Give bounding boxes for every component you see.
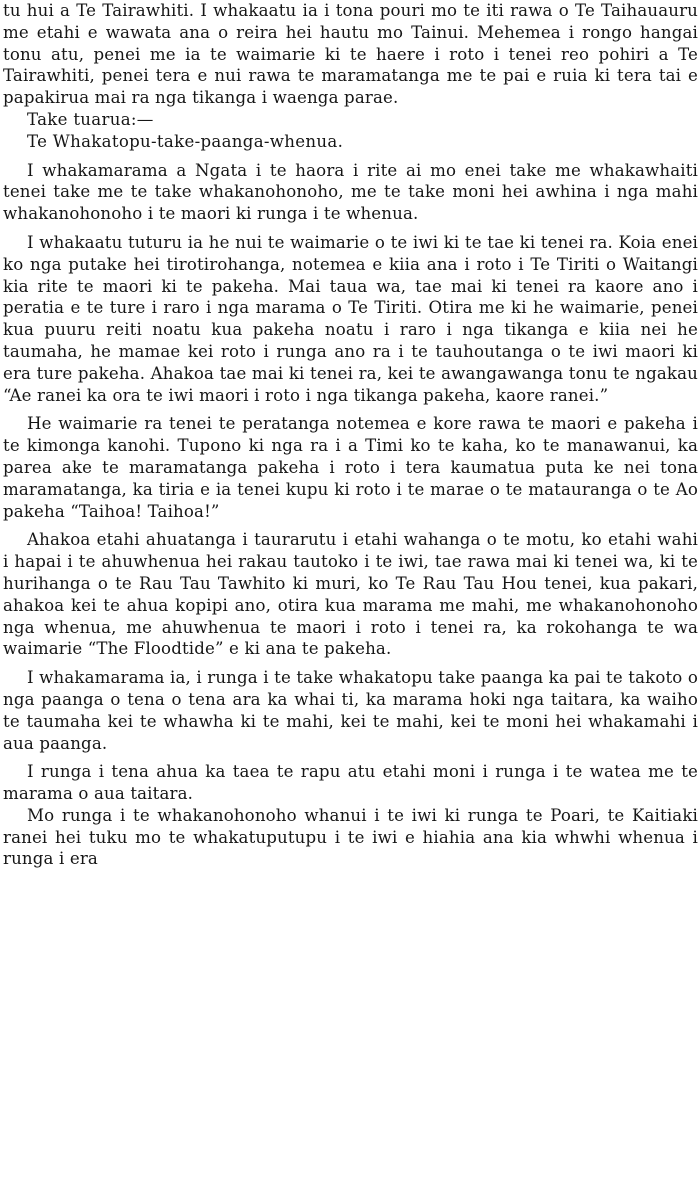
paragraph-7: I runga i tena ahua ka taea te rapu atu etahi moni i runga i te watea me te marama o aua taitara.: [3, 762, 698, 804]
paragraph-5: Ahakoa etahi ahuatanga i taurarutu i etahi wahanga o te motu, ko etahi wahi i hapai i te ahuwhenua hei rakau tautoko i te iwi, tae rawa mai ki tenei wa, ki te hurihanga o te Rau Tau Tawhito ki muri, ko Te Rau Tau Hou tenei, kua pakari, ahakoa kei te ahua kopipi ano, otira kua marama me mahi, me whakanohonoho nga whenua, me ahuwhenua te maori i roto i tenei ra, ka rokohanga te wa waimarie “The Floodtide” e ki ana te pakeha.: [3, 530, 698, 659]
paragraph-8: Mo runga i te whakanohonoho whanui i te iwi ki runga te Poari, te Kaitiaki ranei hei tuku mo te whakatuputupu i te iwi e hiahia ana kia whwhi whenua i runga i era: [3, 805, 698, 869]
section-subheading: Te Whakatopu-take-paanga-whenua.: [27, 131, 344, 151]
paragraph-3: I whakaatu tuturu ia he nui te waimarie o te iwi ki te tae ki tenei ra. Koia enei ko nga putake hei tirotirohanga, notemea e kiia ana i roto i Te Tiriti o Waitangi kia rite te maori ki te pakeha. Mai taua wa, tae mai ki tenei ra kaore ano i peratia e te ture i raro i nga marama o Te Tiriti. Otira me ki he waimarie, penei kua puuru reiti noatu kua pakeha noatu i raro i nga tikanga e kiia nei he taumaha, he mamae kei roto i runga ano ra i te tauhoutanga o te iwi maori ki era ture pakeha. Ahakoa tae mai ki tenei ra, kei te awangawanga tonu te ngakau “Ae ranei ka ora te iwi maori i roto i nga tikanga pakeha, kaore ranei.”: [3, 232, 698, 405]
paragraph-1: tu hui a Te Tairawhiti. I whakaatu ia i tona pouri mo te iti rawa o Te Taihauauru me etahi e wawata ana o reira hei hautu mo Tainui. Mehemea i rongo hangai tonu atu, penei me ia te waimarie ki te haere i roto i tenei reo pohiri a Te Tairawhiti, penei tera e nui rawa te maramatanga me te pai e ruia ki tera tai e papakirua mai ra nga tikanga i waenga parae.: [3, 1, 698, 108]
paragraph-6: I whakamarama ia, i runga i te take whakatopu take paanga ka pai te takoto o nga paanga o tena o tena ara ka whai ti, ka marama hoki nga taitara, ka waiho te taumaha kei te whawha ki te mahi, kei te mahi, kei te moni hei whakamahi i aua paanga.: [3, 668, 698, 753]
paragraph-4: He waimarie ra tenei te peratanga notemea e kore rawa te maori e pakeha i te kimonga kanohi. Tupono ki nga ra i a Timi ko te kaha, ko te manawanui, ka parea ake te maramatanga pakeha i roto i tera kaumatua puta ke nei tona maramatanga, ka tiria e ia tenei kupu ki roto i te marae o te matauranga o te Ao pakeha “Taihoa! Taihoa!”: [3, 414, 698, 521]
paragraph-2: I whakamarama a Ngata i te haora i rite ai mo enei take me whakawhaiti tenei take me te take whakanohonoho, me te take moni hei awhina i nga mahi whakanohonoho i te maori ki runga i te whenua.: [3, 160, 698, 224]
section-heading-take-tuarua: Take tuarua:—: [27, 109, 154, 129]
